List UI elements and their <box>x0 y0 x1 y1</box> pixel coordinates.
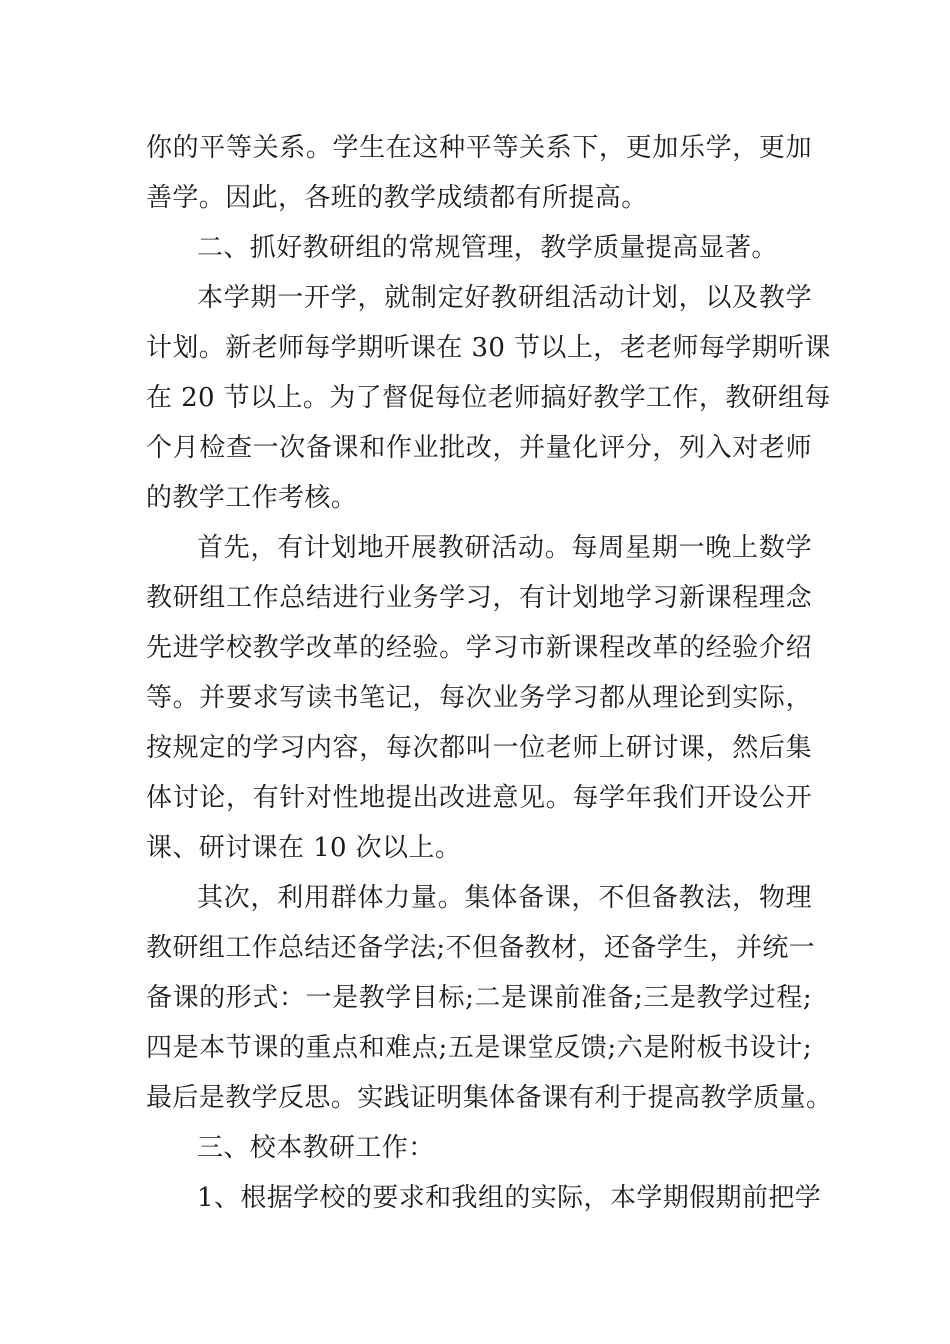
text-line: 等。并要求写读书笔记，每次业务学习都从理论到实际， <box>146 683 812 713</box>
text-line: 善学。因此，各班的教学成绩都有所提高。 <box>146 183 648 213</box>
text-line: 先进学校教学改革的经验。学习市新课程改革的经验介绍 <box>146 633 812 663</box>
text-line: 你的平等关系。学生在这种平等关系下，更加乐学，更加 <box>146 133 812 163</box>
text-line: 最后是教学反思。实践证明集体备课有利于提高教学质量。 <box>146 1083 833 1113</box>
text-line: 四是本节课的重点和难点;五是课堂反馈;六是附板书设计; <box>146 1033 812 1063</box>
section-heading: 三、校本教研工作： <box>197 1133 435 1163</box>
text-line: 课、研讨课在 10 次以上。 <box>146 833 462 863</box>
text-line: 按规定的学习内容，每次都叫一位老师上研讨课，然后集 <box>146 733 812 763</box>
text-line: 备课的形式：一是教学目标;二是课前准备;三是教学过程; <box>146 983 812 1013</box>
text-line: 其次，利用群体力量。集体备课，不但备教法，物理 <box>197 883 812 913</box>
text-line: 个月检查一次备课和作业批改，并量化评分，列入对老师 <box>146 433 812 463</box>
text-line: 在 20 节以上。为了督促每位老师搞好教学工作，教研组每 <box>146 383 831 413</box>
text-line: 教研组工作总结还备学法;不但备教材，还备学生，并统一 <box>146 933 816 963</box>
text-line: 教研组工作总结进行业务学习，有计划地学习新课程理念 <box>146 583 812 613</box>
text-line: 首先，有计划地开展教研活动。每周星期一晚上数学 <box>197 533 812 563</box>
text-line: 1、根据学校的要求和我组的实际，本学期假期前把学 <box>197 1183 822 1213</box>
text-line: 的教学工作考核。 <box>146 483 358 513</box>
text-line: 本学期一开学，就制定好教研组活动计划，以及教学 <box>197 283 812 313</box>
section-heading: 二、抓好教研组的常规管理，教学质量提高显著。 <box>197 233 778 263</box>
text-line: 计划。新老师每学期听课在 30 节以上，老老师每学期听课 <box>146 333 831 363</box>
text-line: 体讨论，有针对性地提出改进意见。每学年我们开设公开 <box>146 783 812 813</box>
